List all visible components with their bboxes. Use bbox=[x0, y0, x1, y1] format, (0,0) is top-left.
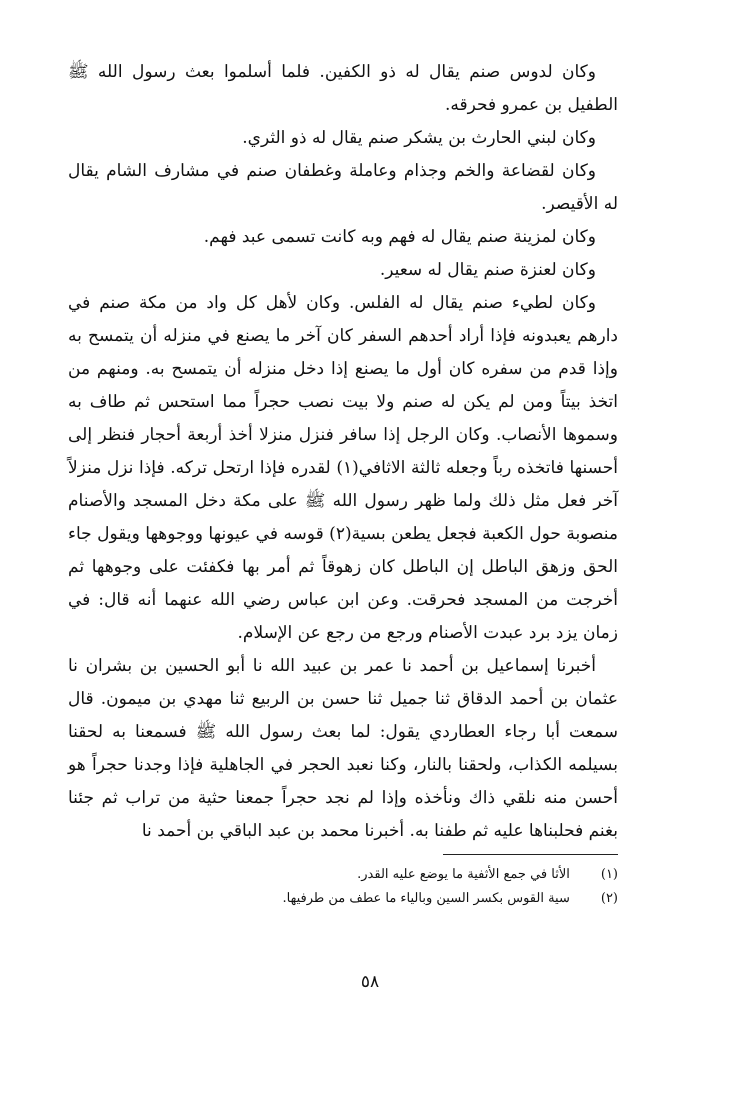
footnote-2-number: (٢) bbox=[600, 891, 618, 906]
page-body bbox=[68, 56, 618, 911]
footnote-1-number: (١) bbox=[600, 867, 618, 882]
paragraph-isnad-narration: أخبرنا إسماعيل بن أحمد نا عمر بن عبيد الله نا أبو الحسين بن بشران نا عثمان بن أحمد الدقاق ثنا جميل ثنا حسن بن الربيع ثنا مهدي بن ميمون. قال سمعت أبا رجاء العطاردي يقول: لما بعث رسول الله ﷺ فسمعنا به لحقنا بسيلمه الكذاب، ولحقنا بالنار، وكنا نعبد الحجر في الجاهلية فإذا وجدنا حجراً هو أحسن منه نلقي ذاك ونأخذه وإذا لم نجد حجراً جمعنا حثية من تراب ثم جئنا بغنم فحلبناها عليه ثم طفنا به. أخبرنا محمد بن عبد الباقي بن أحمد نا bbox=[68, 656, 618, 841]
page-number: ٥٨ bbox=[360, 972, 380, 992]
footnote-1 bbox=[68, 863, 618, 887]
footnote-2-text: سية القوس بكسر السين وبالياء ما عطف من طرفيها. bbox=[282, 891, 570, 906]
footnote-1-text: الأثا في جمع الأثفية ما يوضع عليه القدر. bbox=[357, 867, 570, 882]
paragraph-quda-idol: وكان لقضاعة والخم وجذام وعاملة وغطفان صنم في مشارف الشام يقال له الأقيصر. bbox=[68, 161, 618, 214]
paragraph-harith-idol: وكان لبني الحارث بن يشكر صنم يقال له ذو الثري. bbox=[242, 128, 596, 148]
paragraph-muzaina-idol: وكان لمزينة صنم يقال له فهم وبه كانت تسمى عبد فهم. bbox=[203, 227, 596, 247]
footnote-separator bbox=[443, 854, 618, 855]
footnote-2 bbox=[68, 887, 618, 911]
paragraph-daws-idol: وكان لدوس صنم يقال له ذو الكفين. فلما أسلموا بعث رسول الله ﷺ الطفيل بن عمرو فحرقه. bbox=[68, 62, 618, 115]
paragraph-tayy-idol: وكان لطيء صنم يقال له الفلس. وكان لأهل كل واد من مكة صنم في دارهم يعبدونه فإذا أراد أحدهم السفر كان آخر ما يصنع في منزله أن يتمسح به وإذا قدم من سفره كان أول ما يصنع إذا دخل منزله أن يتمسح به. ومنهم من اتخذ بيتاً ومن لم يكن له صنم ولا بيت نصب حجراً مما استحس ثم طاف به وسموها الأنصاب. وكان الرجل إذا سافر فنزل منزلا أخذ أربعة أحجار فنظر إلى أحسنها فاتخذه رباً وجعله ثالثة الاثافي(١) لقدره فإذا ارتحل تركه. فإذا نزل منزلاً آخر فعل مثل ذلك ولما ظهر رسول الله ﷺ على مكة دخل المسجد والأصنام منصوبة حول الكعبة فجعل يطعن بسية(٢) قوسه في عيونها ووجوهها ويقول جاء الحق وزهق الباطل إن الباطل كان زهوقاً ثم أمر بها فكفئت على وجوهها ثم أخرجت من المسجد فحرقت. وعن ابن عباس رضي الله عنهما أنه قال: في زمان يزد برد عبدت الأصنام ورجع من رجع عن الإسلام. bbox=[68, 293, 619, 643]
paragraph-anaza-idol: وكان لعنزة صنم يقال له سعير. bbox=[379, 260, 596, 280]
